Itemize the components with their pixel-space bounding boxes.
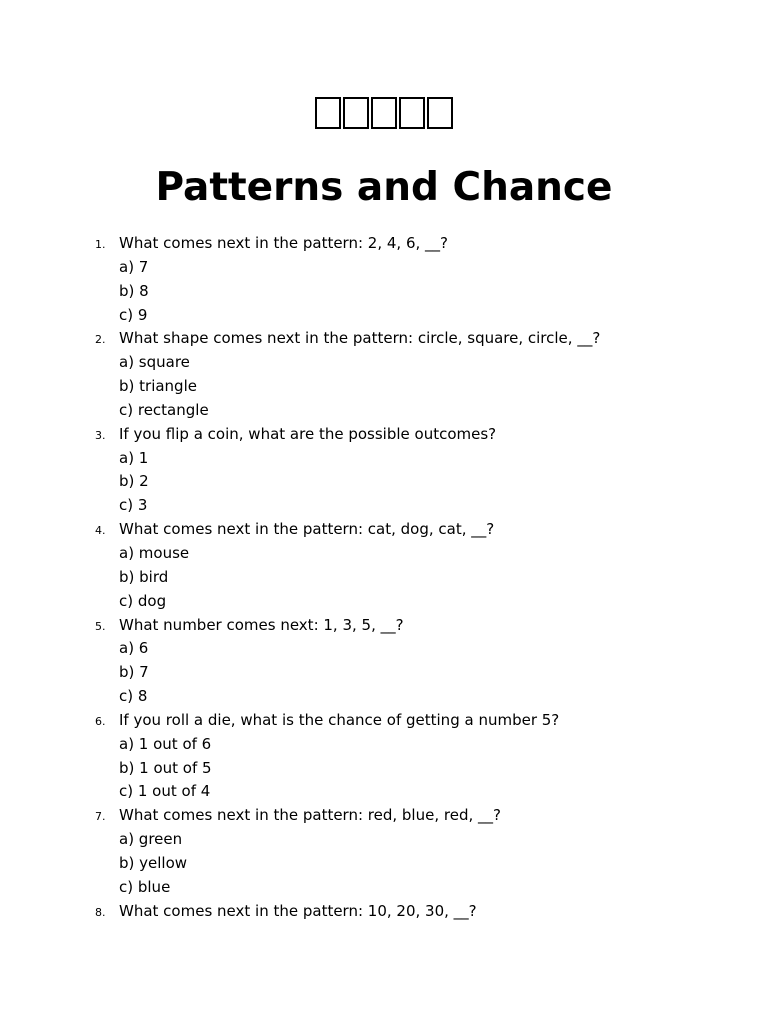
question-item — [0, 232, 768, 327]
question-text: What comes next in the pattern: 10, 20, 30, __? — [119, 901, 477, 920]
question-line — [0, 709, 768, 733]
missing-glyph-heading — [0, 97, 768, 129]
answer-option-text: b) bird — [119, 567, 169, 586]
question-text: What number comes next: 1, 3, 5, __? — [119, 615, 404, 634]
answer-option-text: a) 1 out of 6 — [119, 734, 212, 753]
answer-option-text: b) 7 — [119, 663, 149, 682]
answer-option-text: c) 9 — [119, 305, 148, 324]
answer-option — [0, 566, 768, 590]
question-item — [0, 709, 768, 804]
answer-option-text: c) 8 — [119, 687, 148, 706]
answer-option — [0, 542, 768, 566]
question-item — [0, 900, 768, 924]
answer-option — [0, 494, 768, 518]
answer-option-text: b) yellow — [119, 853, 188, 872]
answer-option-text: a) green — [119, 830, 183, 849]
answer-option — [0, 590, 768, 614]
answer-option — [0, 375, 768, 399]
question-number: 5. — [95, 619, 106, 633]
question-text: What comes next in the pattern: cat, dog, cat, __? — [119, 520, 495, 539]
answer-option — [0, 637, 768, 661]
answer-option — [0, 470, 768, 494]
missing-glyph-icon — [343, 97, 369, 129]
answer-option — [0, 828, 768, 852]
answer-option — [0, 399, 768, 423]
question-item — [0, 327, 768, 422]
answer-option — [0, 780, 768, 804]
question-item — [0, 614, 768, 709]
question-line — [0, 327, 768, 351]
question-number: 3. — [95, 428, 106, 442]
answer-option-text: b) triangle — [119, 377, 197, 396]
answer-option — [0, 757, 768, 781]
answer-option — [0, 852, 768, 876]
answer-option-text: b) 8 — [119, 281, 149, 300]
question-item — [0, 423, 768, 518]
question-number: 6. — [95, 714, 106, 728]
question-text: If you roll a die, what is the chance of getting a number 5? — [119, 710, 560, 729]
question-text: What comes next in the pattern: 2, 4, 6, __? — [119, 234, 448, 252]
question-text: If you flip a coin, what are the possible outcomes? — [119, 424, 497, 443]
answer-option-text: c) 1 out of 4 — [119, 782, 211, 801]
answer-option-text: a) mouse — [119, 543, 190, 562]
question-list — [0, 232, 768, 923]
question-line — [0, 804, 768, 828]
question-number: 8. — [95, 905, 106, 919]
answer-option — [0, 351, 768, 375]
answer-option — [0, 733, 768, 757]
missing-glyph-icon — [315, 97, 341, 129]
question-line — [0, 518, 768, 542]
question-line — [0, 423, 768, 447]
answer-option — [0, 256, 768, 280]
question-number: 4. — [95, 524, 106, 538]
answer-option-text: a) square — [119, 353, 190, 372]
answer-option — [0, 661, 768, 685]
answer-option — [0, 876, 768, 900]
question-number: 2. — [95, 333, 106, 347]
answer-option — [0, 447, 768, 471]
question-item — [0, 518, 768, 613]
answer-option-text: a) 1 — [119, 448, 149, 467]
question-line — [0, 900, 768, 924]
answer-option-text: a) 7 — [119, 257, 149, 276]
missing-glyph-icon — [427, 97, 453, 129]
page-title: Patterns and Chance — [155, 165, 613, 210]
answer-option — [0, 280, 768, 304]
question-line — [0, 614, 768, 638]
answer-option-text: c) 3 — [119, 496, 148, 515]
answer-option — [0, 304, 768, 328]
answer-option-text: c) blue — [119, 877, 171, 896]
answer-option-text: b) 2 — [119, 472, 149, 491]
answer-option-text: a) 6 — [119, 639, 149, 658]
answer-option-text: b) 1 out of 5 — [119, 758, 212, 777]
missing-glyph-icon — [371, 97, 397, 129]
question-line — [0, 232, 768, 256]
question-number: 1. — [95, 238, 106, 251]
question-item — [0, 804, 768, 899]
answer-option — [0, 685, 768, 709]
answer-option-text: c) rectangle — [119, 400, 209, 419]
question-number: 7. — [95, 810, 106, 824]
answer-option-text: c) dog — [119, 591, 167, 610]
missing-glyph-icon — [399, 97, 425, 129]
question-text: What shape comes next in the pattern: circle, square, circle, __? — [119, 329, 601, 348]
question-text: What comes next in the pattern: red, blue, red, __? — [119, 806, 501, 825]
